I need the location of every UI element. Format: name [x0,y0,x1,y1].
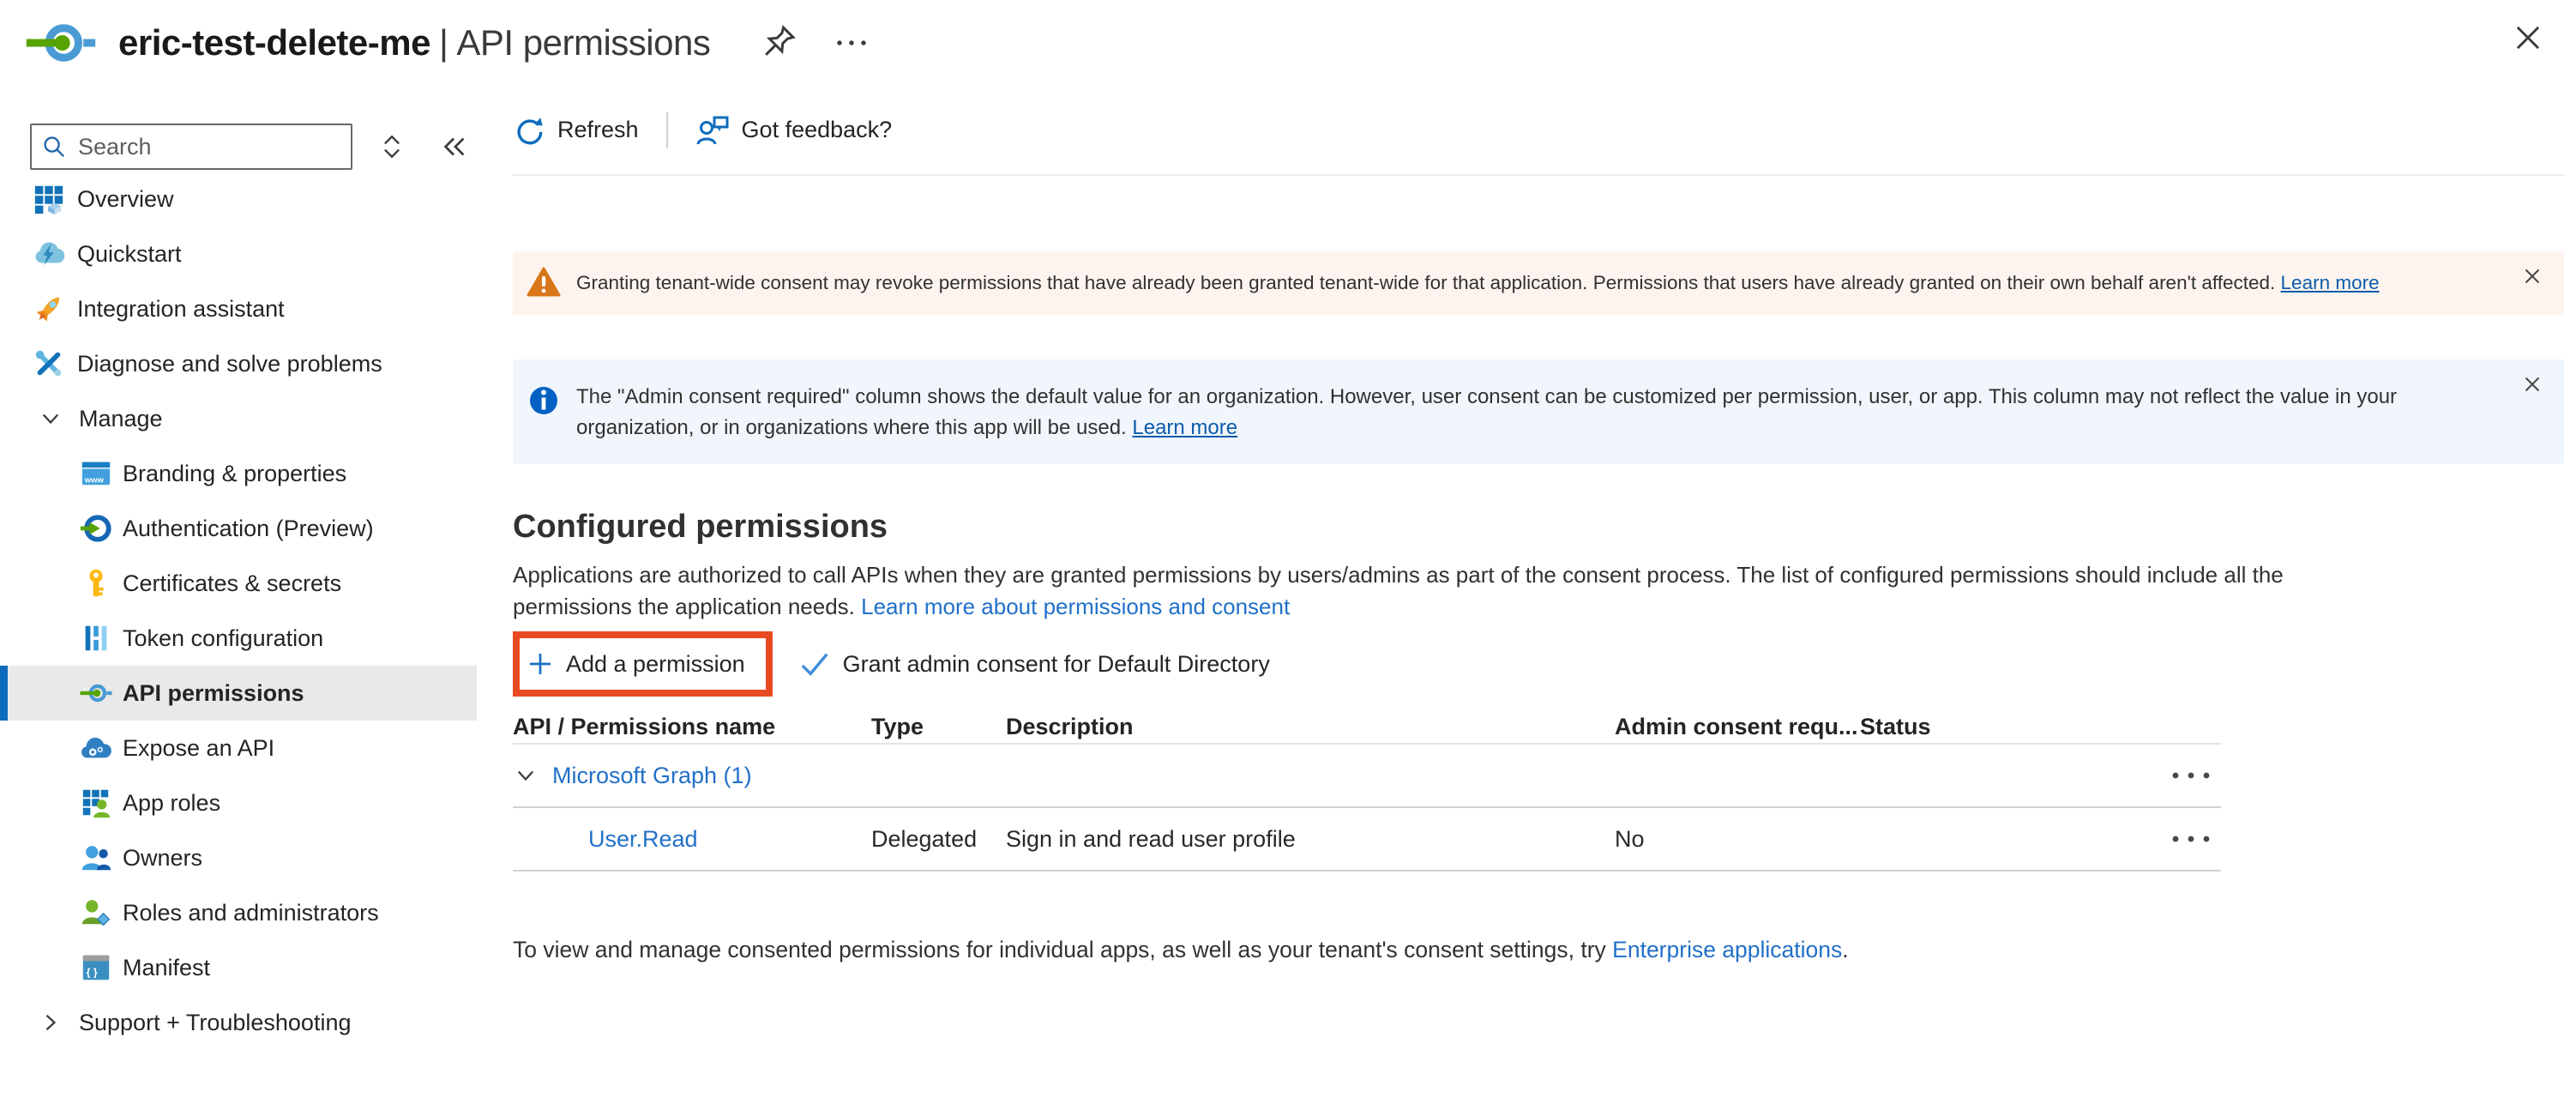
sidebar-item-support-troubleshooting[interactable] [0,995,477,1050]
expand-collapse-all-icon[interactable] [376,131,407,162]
chevron-right-icon [38,1010,63,1035]
column-header: Description [1006,713,1134,739]
app-roles-icon [80,787,112,819]
info-text: The "Admin consent required" column shows the default value for an organization. However, user consent can be customized per permission, user, or app. This column may not reflect the value in your organization, or in organizations where this app will be used. Learn more [576,385,2398,439]
row-more-icon[interactable] [2167,769,2215,781]
feedback-icon [695,113,730,148]
search-input[interactable] [78,134,342,160]
sidebar-item-integration-assistant[interactable] [0,281,477,336]
sidebar-item-label: Manage [79,405,163,431]
integration-assistant-icon [33,293,65,325]
sidebar-item-label: Owners [123,844,203,871]
sidebar [0,86,477,1098]
warning-icon [527,265,561,299]
sidebar-item-label: API permissions [123,679,304,706]
column-header: Status [1860,713,1931,739]
sidebar-item-manage[interactable] [0,391,477,446]
column-header: API / Permissions name [513,713,776,739]
sidebar-item-label: Branding & properties [123,460,347,486]
column-header: Type [871,713,924,739]
roles-administrators-icon [80,896,112,929]
certificates-icon [80,567,112,600]
add-permission-button[interactable] [527,650,745,678]
authentication-icon [80,512,112,545]
sidebar-item-label: Authentication (Preview) [123,515,374,541]
sidebar-item-manifest[interactable] [0,940,477,995]
sidebar-item-label: App roles [123,789,221,816]
cell-type: Delegated [871,825,978,852]
sidebar-search[interactable] [30,124,352,170]
manifest-icon [80,951,112,984]
sidebar-item-label: Support + Troubleshooting [79,1009,352,1035]
app-name: eric-test-delete-me [118,22,430,63]
refresh-icon [513,114,545,147]
permission-actions [513,631,2564,697]
info-learn-more-link[interactable]: Learn more [1132,416,1238,439]
main-content [477,86,2576,1098]
table-body [513,745,2221,872]
command-bar [513,86,2564,176]
cell-admin-consent: No [1615,825,1645,852]
token-configuration-icon [80,622,112,655]
quickstart-icon [33,238,65,270]
annotation-highlight-box [513,631,773,697]
sidebar-item-branding-properties[interactable] [0,446,477,501]
sidebar-item-certificates-secrets[interactable] [0,556,477,611]
more-options-icon[interactable] [834,37,870,49]
sidebar-item-label: Expose an API [123,734,275,761]
learn-more-permissions-link[interactable]: Learn more about permissions and consent [861,594,1291,619]
toolbar-divider [666,112,668,148]
feedback-label: Got feedback? [741,117,893,142]
sidebar-item-token-configuration[interactable] [0,611,477,666]
permission-link[interactable]: User.Read [588,825,698,852]
warning-banner [513,251,2564,315]
cell-description: Sign in and read user profile [1006,825,1296,852]
info-icon [527,383,561,418]
svg-text:{ }: { } [86,966,98,979]
refresh-label: Refresh [557,117,639,142]
sidebar-item-authentication-preview[interactable] [0,501,477,556]
warning-learn-more-link[interactable]: Learn more [2280,272,2380,293]
sidebar-item-label: Manifest [123,954,211,980]
collapse-menu-icon[interactable] [438,130,471,163]
check-icon [798,648,831,680]
enterprise-applications-link[interactable]: Enterprise applications [1612,937,1843,962]
row-more-icon[interactable] [2167,833,2215,845]
column-header: Admin consent requ... [1615,713,1858,739]
diagnose-icon [33,347,65,380]
add-permission-label: Add a permission [566,650,745,677]
sidebar-item-roles-and-administrators[interactable] [0,885,477,940]
expose-api-icon [80,732,112,764]
sidebar-item-app-roles[interactable] [0,775,477,830]
table-header-row [513,710,2221,745]
permissions-description: Applications are authorized to call APIs when they are granted permissions by users/admins as part of the consent process. The list of configured permissions should include all the permissions the application needs. Learn more about permissions and consent [513,562,2284,619]
info-close-icon[interactable] [2519,371,2545,397]
sidebar-item-diagnose-and-solve-problems[interactable] [0,336,477,391]
owners-icon [80,842,112,874]
branding-icon [80,457,112,490]
sidebar-item-label: Roles and administrators [123,899,379,926]
chevron-down-icon[interactable] [513,763,539,788]
sidebar-item-label: Diagnose and solve problems [77,350,382,377]
blade-name: API permissions [456,22,711,63]
chevron-down-icon [38,406,63,431]
warning-text: Granting tenant-wide consent may revoke permissions that have already been granted tenant-wide for that application. Permissions that users have already granted on their own behalf aren't affected. Learn more [576,272,2380,293]
configured-permissions-heading: Configured permissions [513,509,888,545]
api-permissions-icon [80,677,112,709]
sidebar-item-label: Overview [77,185,174,212]
sidebar-nav [0,172,477,1050]
sidebar-item-overview[interactable] [0,172,477,226]
feedback-button[interactable] [695,113,893,148]
search-icon [40,133,68,160]
plus-icon [527,650,554,678]
sidebar-item-api-permissions[interactable] [0,666,477,721]
sidebar-item-expose-an-api[interactable] [0,721,477,775]
sidebar-item-label: Certificates & secrets [123,570,342,596]
grant-admin-consent-label: Grant admin consent for Default Directory [842,650,1270,677]
sidebar-item-label: Token configuration [123,624,324,651]
blade-header [0,0,2576,86]
grant-admin-consent-button[interactable] [798,648,1270,680]
api-group-link[interactable]: Microsoft Graph (1) [552,762,752,788]
title-separator: | [438,22,448,63]
footer-note: To view and manage consented permissions for individual apps, as well as your tenant's consent settings, try Enterprise applications. [513,937,1849,962]
pin-icon[interactable] [758,23,797,63]
close-blade-icon[interactable] [2509,19,2547,57]
page-title [118,22,710,63]
sidebar-item-label: Quickstart [77,240,182,267]
permission-row [513,808,2221,872]
warning-close-icon[interactable] [2519,263,2545,289]
overview-icon [33,183,65,215]
sidebar-item-quickstart[interactable] [0,226,477,281]
refresh-button[interactable] [513,114,639,147]
table-group-row [513,745,2221,808]
info-banner [513,359,2564,464]
svg-text:www: www [84,475,104,486]
api-permissions-blade-icon [26,15,96,71]
sidebar-item-owners[interactable] [0,830,477,885]
sidebar-item-label: Integration assistant [77,295,285,322]
permissions-table [513,710,2221,872]
